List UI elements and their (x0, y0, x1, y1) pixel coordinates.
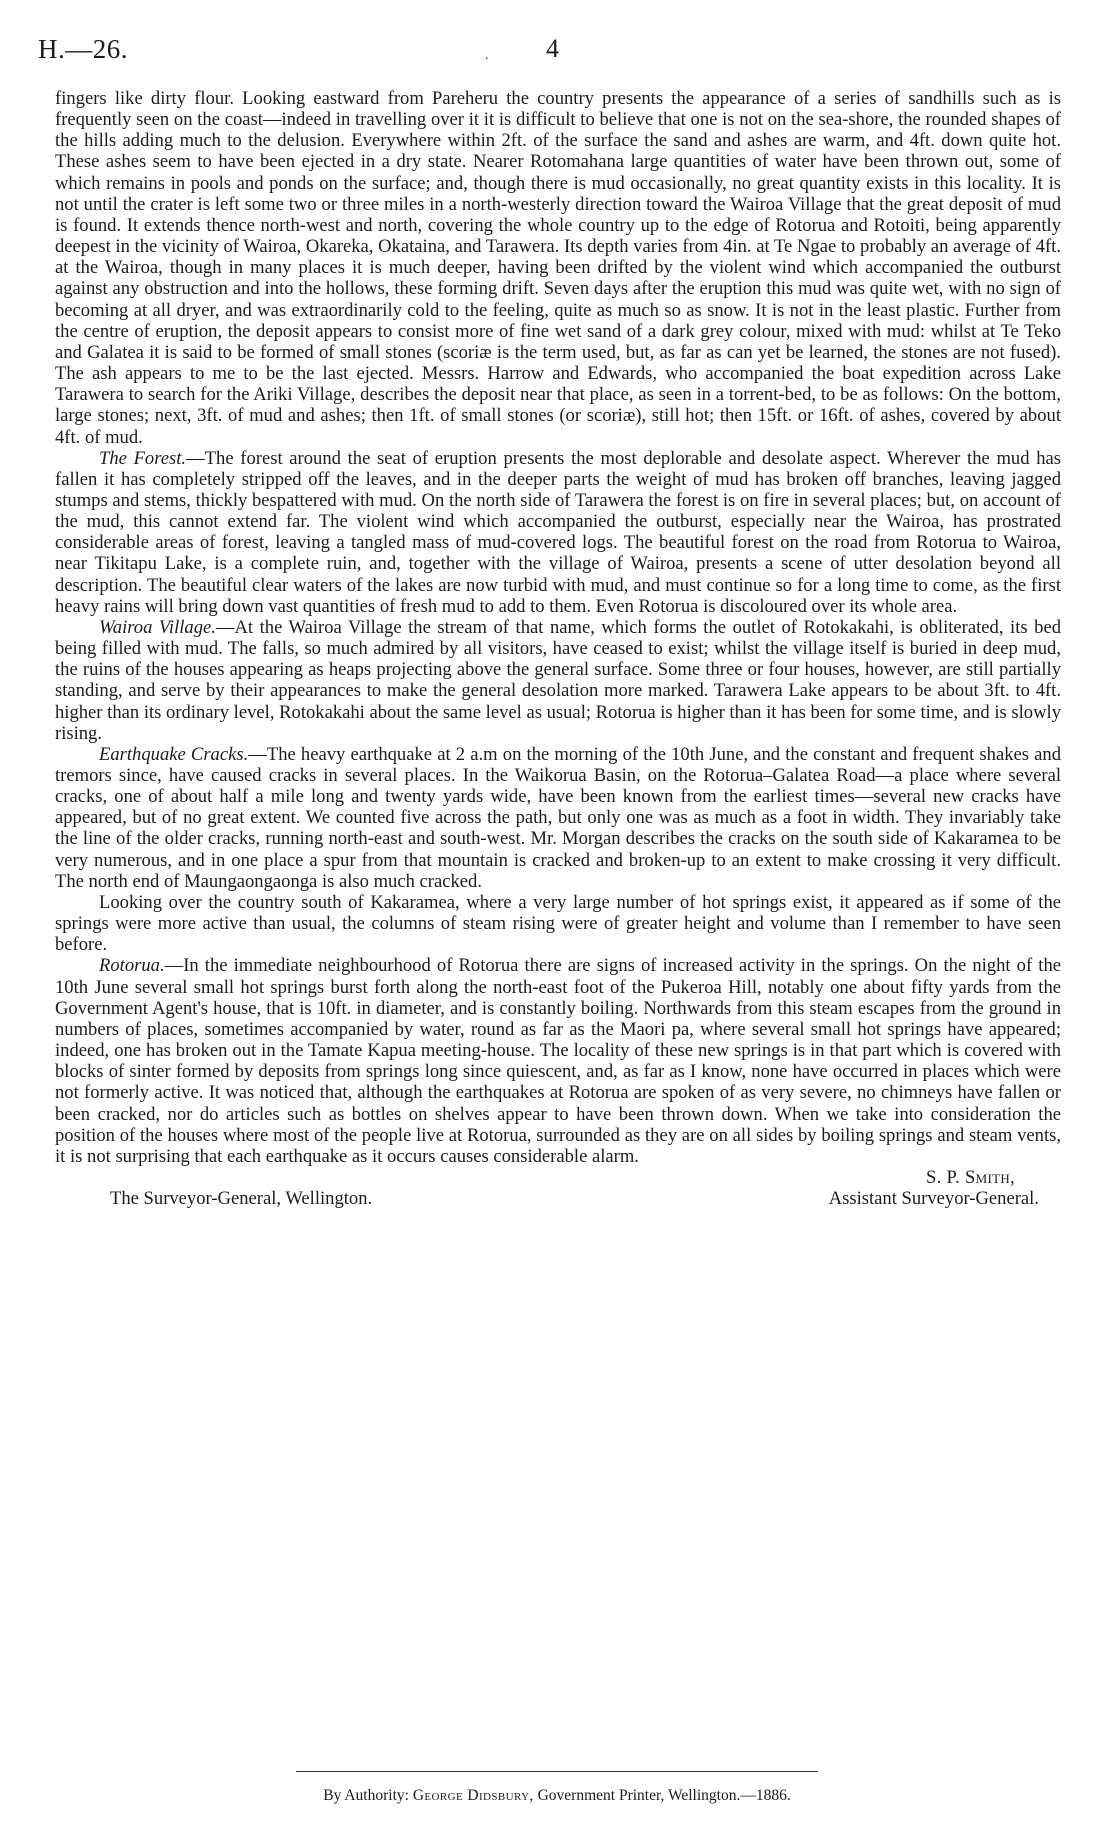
paragraph-text: Looking over the country south of Kakaramea, where a very large number of hot springs exist, it appeared as if some of the springs were more active than usual, the columns of steam rising were of greater height and volume than I remember to have seen before. (55, 891, 1061, 956)
paragraph-mud-deposit (55, 88, 1061, 448)
paragraph-text: fingers like dirty flour. Looking eastward from Pareheru the country presents the appearance of a series of sandhills such as is frequently seen on the coast—indeed in travelling over it it is difficult to believe that one is not on the sea-shore, the rounded shapes of the hills adding much to the delusion. Everywhere within 2ft. of the surface the sand and ashes are warm, and 4ft. down quite hot. These ashes seem to have been ejected in a dry state. Nearer Rotomahana large quantities of water have been thrown out, some of which remains in pools and ponds on the surface; and, though there is mud occasionally, no great quantity exists in this locality. It is not until the crater is left some two or three miles in a north-westerly direction toward the Wairoa Village that the great deposit of mud is found. It extends thence north-west and north, covering the whole country up to the edge of Rotorua and Rotoiti, being apparently deepest in the vicinity of Wairoa, Okareka, Okataina, and Tarawera. Its depth varies from 4in. at Te Ngae to probably an average of 4ft. at the Wairoa, though in many places it is much deeper, having been drifted by the violent wind which accompanied the outburst against any obstruction and into the hollows, these forming drift. Seven days after the eruption this mud was quite wet, with no sign of becoming at all dryer, and was extraordinarily cold to the feeling, quite as much so as snow. It is not in the least plastic. Further from the centre of eruption, the deposit appears to consist more of fine wet sand of a dark grey colour, mixed with mud: whilst at Te Teko and Galatea it is said to be formed of small stones (scoriæ is the term used, but, as far as can yet be learned, the stones are not fused). The ash appears to me to be the last ejected. Messrs. Harrow and Edwards, who accompanied the boat expedition across Lake Tarawera to search for the Ariki Village, describes the deposit near that place, as seen in a torrent-bed, to be as follows: On the bottom, large stones; next, 3ft. of mud and ashes; then 1ft. of small stones (or scoriæ), still hot; then 15ft. or 16ft. of ashes, covered by about 4ft. of mud. (55, 88, 1061, 448)
paragraph-text: —The forest around the seat of eruption presents the most deplorable and desolate aspect. Wherever the mud has fallen it has completely stripped off the leaves, and in the deeper parts the weight of mud has broken off branches, leaving jagged stumps and stems, thickly bespattered with mud. On the north side of Tarawera the forest is on fire in several places; but, on account of the mud, this cannot extend far. The violent wind which accompanied the outburst, especially near the Wairoa, has prostrated considerable areas of forest, leaving a tangled mass of mud-covered logs. The beautiful forest on the road from Rotorua to Wairoa, near Tikitapu Lake, is a complete ruin, and, together with the village of Wairoa, presents a scene of utter desolation beyond all description. The beautiful clear waters of the lakes are now turbid with mud, and must continue so for a long time to come, as the first heavy rains will bring down vast quantities of fresh mud to add to them. Even Rotorua is discoloured over its whole area. (55, 447, 1061, 617)
signature-block (55, 1167, 1061, 1209)
document-id: H.—26. (38, 34, 128, 64)
printer-name: George Didsbury, (412, 1787, 534, 1804)
paragraph-text: —In the immediate neighbourhood of Rotorua there are signs of increased activity in the springs. On the night of the 10th June several small hot springs burst forth along the north-east foot of the Pukeroa Hill, notably one about fifty yards from the Government Agent's house, that is 10ft. in diameter, and is constantly boiling. Northwards from this steam escapes from the ground in numbers of places, sometimes accompanied by water, round as far as the Maori pa, where several small hot springs have appeared; indeed, one has broken out in the Tamate Kapua meeting-house. The locality of these new springs is in that part which is covered with blocks of sinter formed by deposits from springs long since quiescent, and, as far as I know, none have occurred in places which were not formerly active. It was noticed that, although the earthquakes at Rotorua are spoken of as very severe, no chimneys have fallen or been cracked, nor do articles such as bottles on shelves appear to have been thrown down. When we take into consideration the position of the houses where most of the people live at Rotorua, surrounded as they are on all sides by boiling springs and steam vents, it is not surprising that each earthquake as it occurs causes considerable alarm. (55, 955, 1061, 1167)
printer-imprint (0, 1787, 1114, 1805)
paragraph-forest (55, 448, 1061, 617)
recipient: The Surveyor-General, Wellington. (110, 1187, 373, 1209)
imprint-suffix: Government Printer, Wellington.—1886. (537, 1787, 791, 1804)
page-header (38, 34, 1074, 68)
header-mark: . (485, 48, 489, 63)
imprint-prefix: By Authority: (323, 1787, 409, 1804)
paragraph-wairoa-village (55, 617, 1061, 744)
section-heading-earthquake-cracks: Earthquake Cracks. (99, 743, 249, 765)
paragraph-text: —The heavy earthquake at 2 a.m on the morning of the 10th June, and the constant and frequent shakes and tremors since, have caused cracks in several places. In the Waikorua Basin, on the Rotorua–Galatea Road—a place where several cracks, one of about half a mile long and twenty yards wide, have been known from the earliest times—several new cracks have appeared, but of no great extent. We counted five across the path, but only one was as much as a foot in width. They invariably take the line of the older cracks, running north-east and south-west. Mr. Morgan describes the cracks on the south side of Kakaramea to be very numerous, and in one place a spur from that mountain is cracked and broken-up to an extent to make crossing it very difficult. The north end of Maungaongaonga is also much cracked. (55, 743, 1061, 892)
section-heading-forest: The Forest. (99, 447, 187, 469)
paragraph-text: —At the Wairoa Village the stream of that name, which forms the outlet of Rotokakahi, is obliterated, its bed being filled with mud. The falls, so much admired by all visitors, have ceased to exist; whilst the village itself is buried in deep mud, the ruins of the houses appearing as heaps projecting above the general surface. Some three or four houses, however, are still partially standing, and serve by their appearances to make the general desolation more marked. Tarawera Lake appears to be about 3ft. to 4ft. higher than its ordinary level, Rotokakahi about the same level as usual; Rotorua is higher than it has been for some time, and is slowly rising. (55, 616, 1061, 744)
paragraph-rotorua (55, 955, 1061, 1167)
report-body (55, 88, 1061, 1209)
signatory-title: Assistant Surveyor-General. (828, 1187, 1039, 1209)
section-heading-wairoa-village: Wairoa Village. (99, 616, 216, 638)
page-number: 4 (546, 34, 559, 63)
paragraph-kakaramea-springs (55, 892, 1061, 955)
paragraph-earthquake-cracks (55, 744, 1061, 892)
signatory-name: S. P. Smith, (925, 1166, 1015, 1188)
section-heading-rotorua: Rotorua. (99, 955, 165, 977)
footer-divider (296, 1771, 818, 1772)
